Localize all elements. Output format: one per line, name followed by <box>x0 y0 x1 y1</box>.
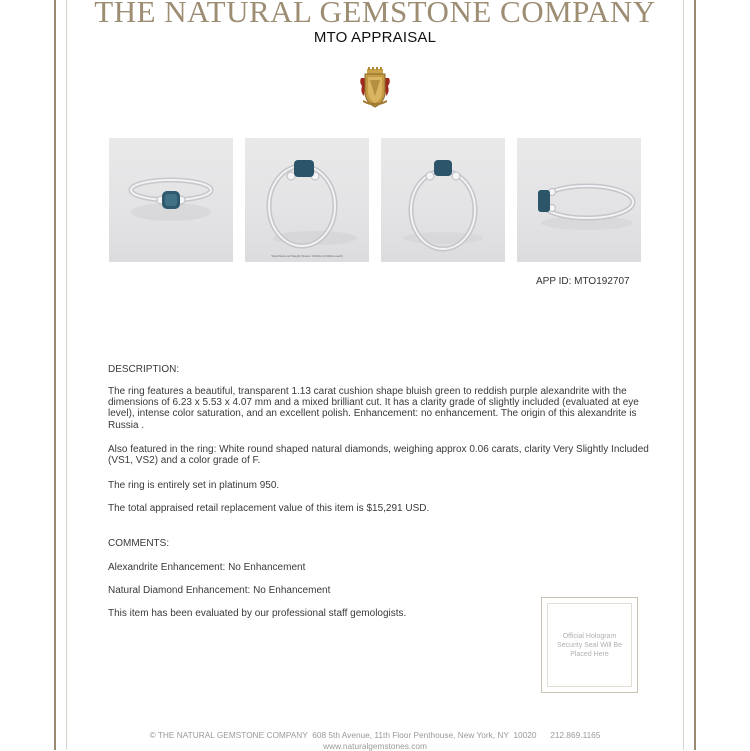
description-paragraph-4: The total appraised retail replacement value of this item is $15,291 USD. <box>108 503 430 514</box>
company-name: THE NATURAL GEMSTONE COMPANY <box>94 0 656 29</box>
ring-photo-4[interactable] <box>517 138 641 262</box>
comments-heading: COMMENTS: <box>108 538 170 549</box>
page-border-outer-left <box>54 0 56 750</box>
footer-address: © THE NATURAL GEMSTONE COMPANY 608 5th Avenue, 11th Floor Penthouse, New York, NY 10020 212.869.1165 <box>149 730 601 740</box>
page-border-inner-right <box>683 0 684 750</box>
ring-photo-3[interactable] <box>381 138 505 262</box>
page-border-outer-right <box>694 0 696 750</box>
footer-website-link[interactable]: www.naturalgemstones.com <box>323 741 427 751</box>
description-paragraph-3: The ring is entirely set in platinum 950. <box>108 480 280 491</box>
document-title: MTO APPRAISAL <box>313 29 437 46</box>
description-heading: DESCRIPTION: <box>108 364 180 375</box>
photo-caption: Total Diamond Weight Shown: 0.06ctw (0.03ctw each) <box>271 254 343 258</box>
comment-item: Alexandrite Enhancement: No Enhancement <box>108 562 306 573</box>
page-border-inner-left <box>66 0 67 750</box>
ring-photo-1[interactable] <box>109 138 233 262</box>
seal-text: Official Hologram Security Seal Will Be Placed Here <box>547 603 632 687</box>
ring-photo-2[interactable] <box>245 138 369 262</box>
description-paragraph-2: Also featured in the ring: White round shaped natural diamonds, weighing approx 0.06 carats, clarity Very Slightly Included (VS1, VS2) and a color grade of F. <box>108 444 649 467</box>
app-id: APP ID: MTO192707 <box>536 276 630 287</box>
gold-crest-icon <box>357 66 393 110</box>
ring-photo-gallery <box>109 138 640 262</box>
hologram-seal-placeholder <box>541 597 638 693</box>
comment-item: Natural Diamond Enhancement: No Enhancement <box>108 585 331 596</box>
description-paragraph-1: The ring features a beautiful, transparent 1.13 carat cushion shape bluish green to reddish purple alexandrite with the dimensions of 6.23 x 5.53 x 4.07 mm and a mixed brilliant cut. It has a clarity grade of slightly included (evaluated at eye level), intense color saturation, and an excellent polish. Enhancement: no enhancement. The origin of this alexandrite is Russia . <box>108 386 639 431</box>
comment-item: This item has been evaluated by our professional staff gemologists. <box>108 608 407 619</box>
